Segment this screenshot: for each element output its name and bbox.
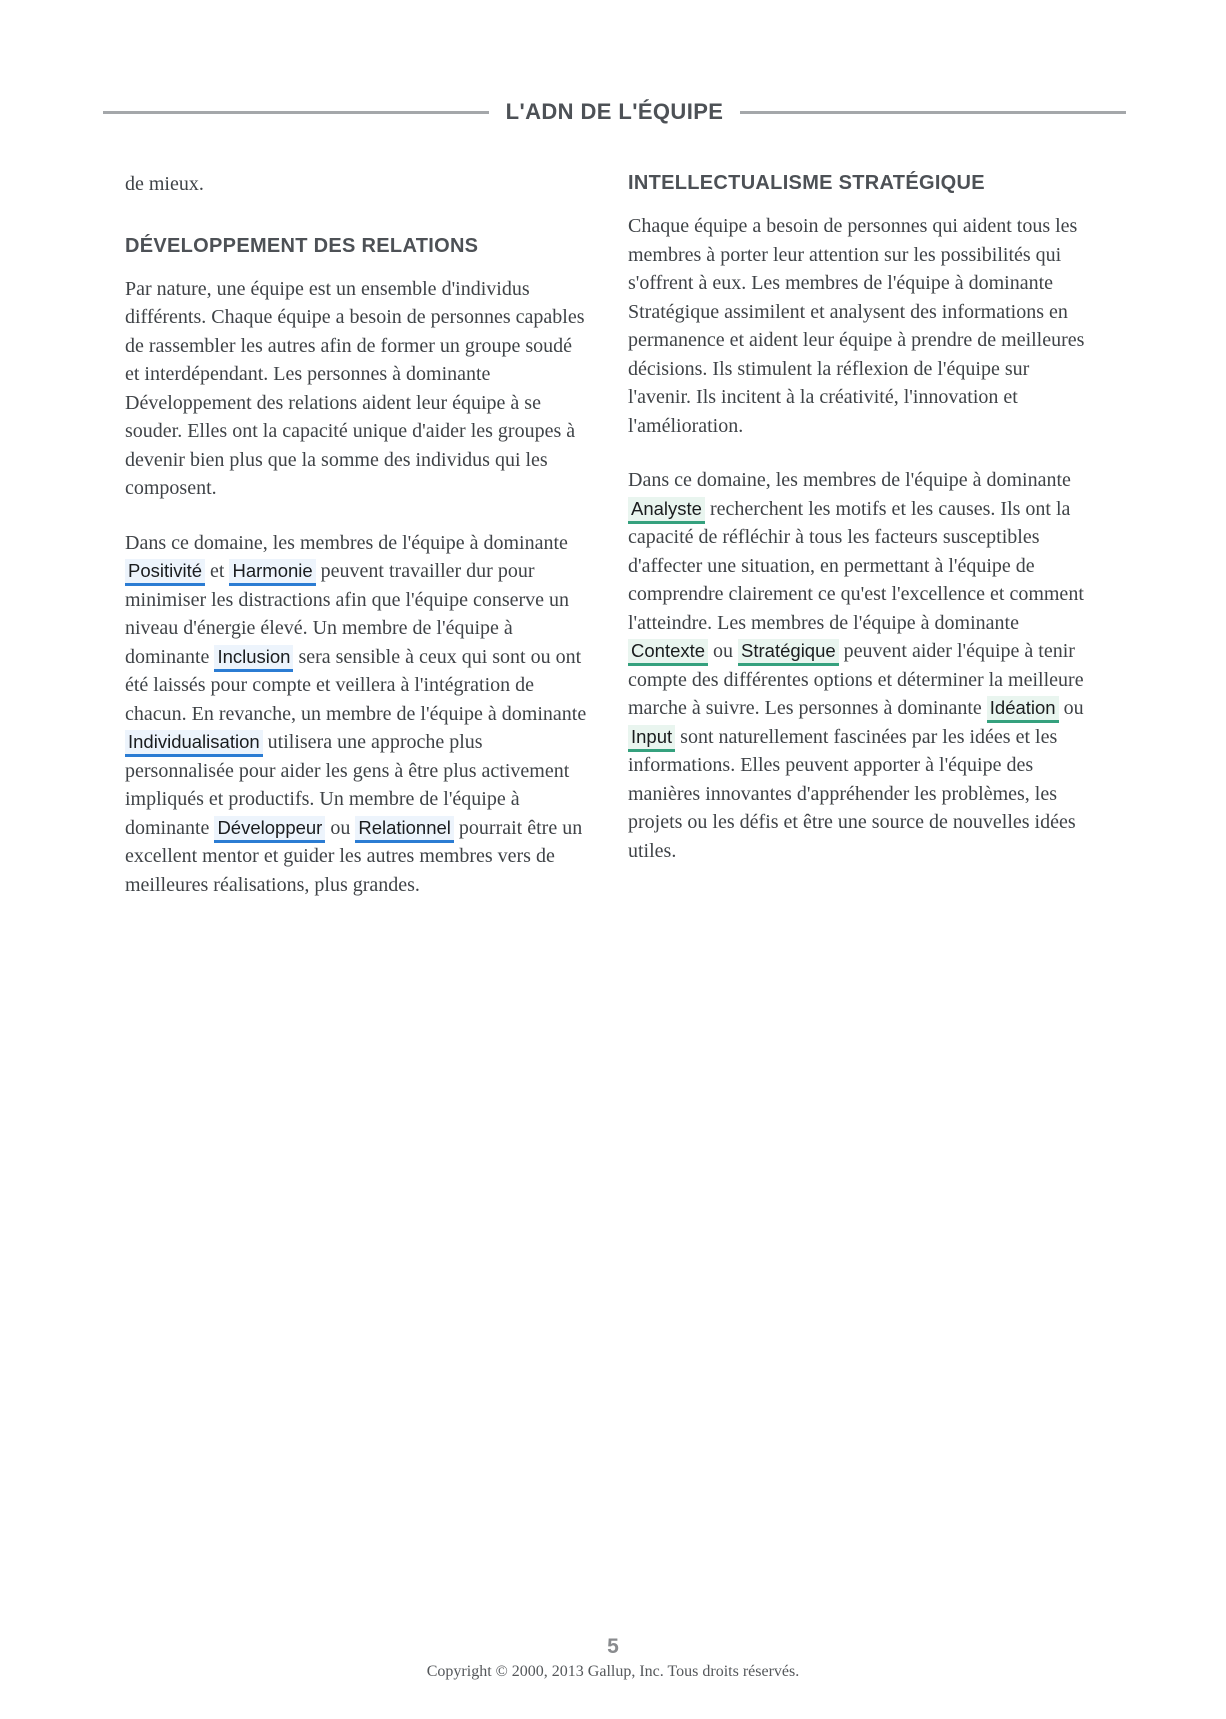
paragraph [628,212,1092,440]
header-rule-left [103,111,489,114]
theme-link-individualisation[interactable]: Individualisation [125,730,263,757]
text-run: pourrait être un excellent mentor et guider les autres membres vers de meilleures réalisations, plus grandes. [125,816,583,896]
page-number: 5 [607,1635,619,1658]
theme-link-input[interactable]: Input [628,725,675,752]
page-footer [0,1635,1226,1681]
section-heading-intellectualisme-strategique: INTELLECTUALISME STRATÉGIQUE [628,172,985,194]
theme-link-harmonie[interactable]: Harmonie [229,559,315,586]
paragraph [125,170,589,199]
right-column [628,170,1092,891]
text-run: ou [1058,697,1084,719]
text-run: Dans ce domaine, les membres de l'équipe à dominante [125,531,568,554]
text-run: ou [708,640,739,662]
header-rule-right [740,111,1126,114]
text-run: Par nature, une équipe est un ensemble d'individus différents. Chaque équipe a besoin de personnes capables de rassembler les autres afin de former un groupe soudé et interdépendant. Les personnes à dominante Développement des relations aident leur équipe à se souder. Elles ont la capacité unique d'aider les groupes à devenir bien plus que la somme des individus qui les composent. [125,277,585,499]
text-run: sera sensible à ceux qui sont ou ont été laissés pour compte et veillera à l'intégration de chacun. En revanche, un membre de l'équipe à dominante [125,645,587,725]
page-header [103,99,1126,125]
text-run: peuvent aider l'équipe à tenir compte des différentes options et déterminer la meilleure marche à suivre. Les personnes à dominante [628,640,1084,719]
text-run: peuvent travailler dur pour minimiser les distractions afin que l'équipe conserve un niveau d'énergie élevé. Un membre de l'équipe à dominante [125,560,570,668]
theme-link-inclusion[interactable]: Inclusion [214,645,293,672]
theme-link-ideation[interactable]: Idéation [987,696,1059,723]
theme-link-analyste[interactable]: Analyste [628,497,705,524]
text-run: recherchent les motifs et les causes. Ils ont la capacité de réfléchir à tous les facteurs susceptibles d'affecter une situation, en permettant à l'équipe de comprendre clairement ce qu'est l'excellence et comment l'atteindre. Les membres de l'équipe à dominante [628,497,1084,634]
theme-link-relationnel[interactable]: Relationnel [355,816,454,843]
paragraph [125,529,589,900]
theme-link-developpeur[interactable]: Développeur [214,816,325,843]
header-title: L'ADN DE L'ÉQUIPE [505,99,724,124]
paragraph [125,275,589,503]
text-run: sont naturellement fascinées par les idées et les informations. Elles peuvent apporter à l'équipe des manières innovantes d'appréhender les problèmes, les projets ou les défis et être une source de nouvelles idées utiles. [628,725,1076,862]
section-heading-developpement-des-relations: DÉVELOPPEMENT DES RELATIONS [125,234,479,257]
theme-link-positivite[interactable]: Positivité [125,559,205,586]
text-run: utilisera une approche plus personnalisée pour aider les gens à être plus activement impliqués et productifs. Un membre de l'équipe à dominante [125,731,570,839]
theme-link-strategique[interactable]: Stratégique [738,639,839,666]
theme-link-contexte[interactable]: Contexte [628,639,708,666]
text-run: Chaque équipe a besoin de personnes qui aident tous les membres à porter leur attention sur les possibilités qui s'offrent à eux. Les membres de l'équipe à dominante Stratégique assimilent et analysent des informations en permanence et aident leur équipe à prendre de meilleures décisions. Ils stimulent la réflexion de l'équipe sur l'avenir. Ils incitent à la créativité, l'innovation et l'amélioration. [628,215,1085,437]
left-column [125,170,589,925]
text-run: Dans ce domaine, les membres de l'équipe à dominante [628,469,1071,491]
text-run: ou [325,816,356,839]
text-run: et [205,560,230,582]
paragraph [628,466,1092,865]
text-run: de mieux. [125,173,204,195]
copyright-text: Copyright © 2000, 2013 Gallup, Inc. Tous droits réservés. [426,1663,800,1680]
